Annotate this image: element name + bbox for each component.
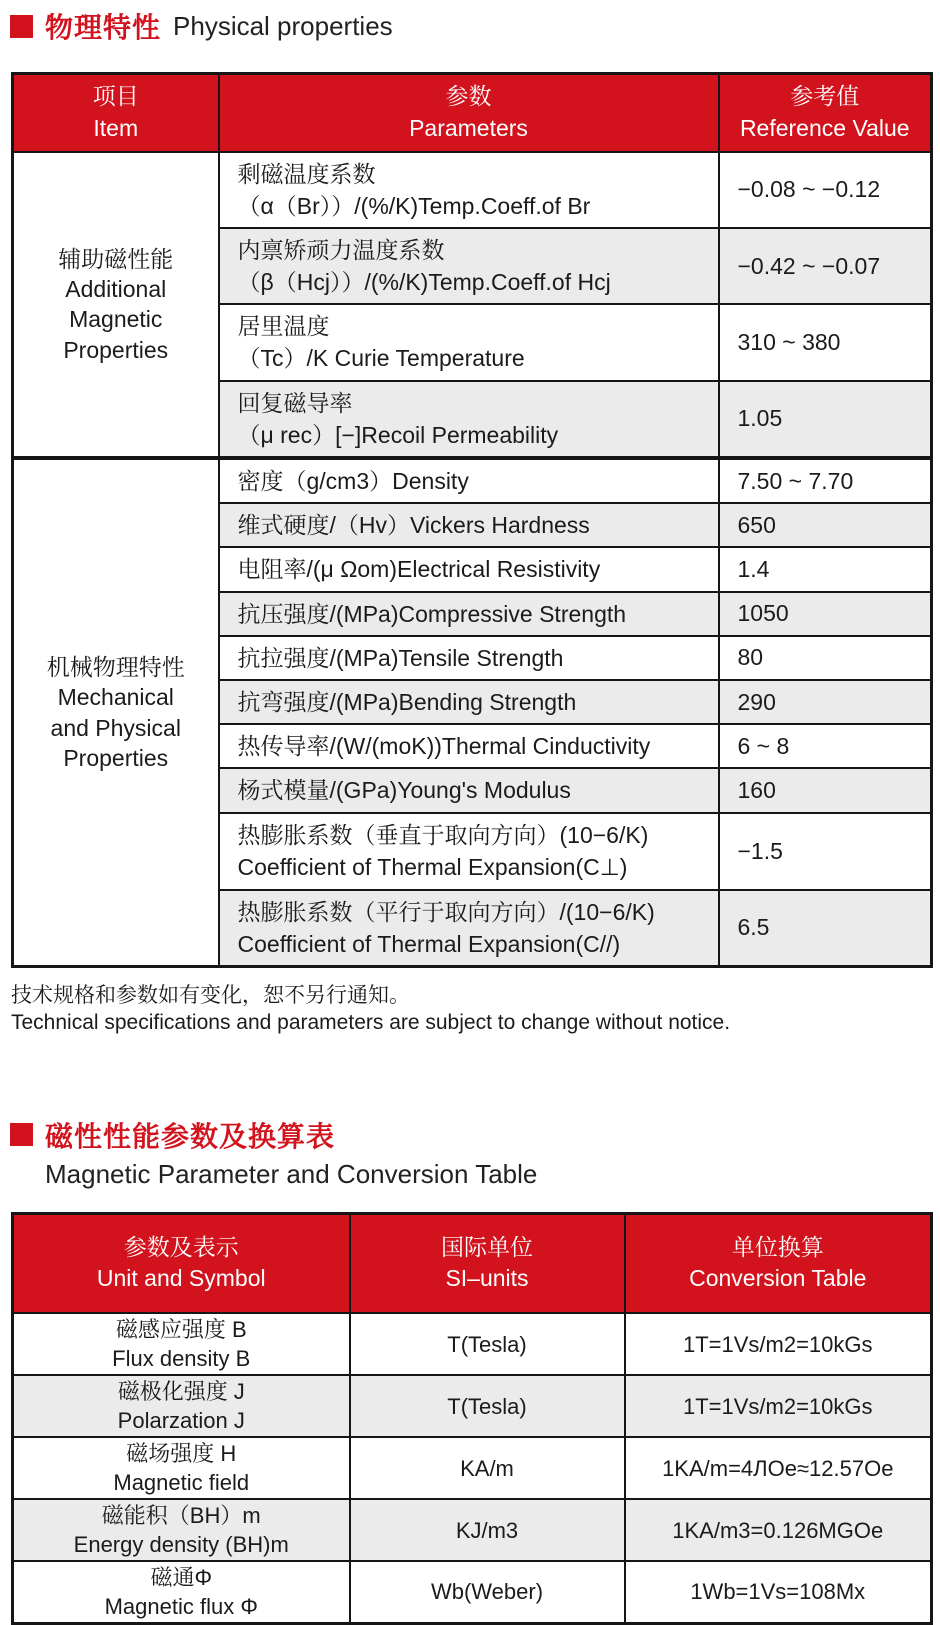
conv-cell: 1KA/m=4ЛOe≈12.57Oe [625,1437,932,1499]
col-header-item [13,74,219,152]
disclaimer-note [11,982,940,1037]
title-en: Physical properties [173,10,393,41]
item-group-mechanical: 机械物理特性 Mechanical and Physical Properties [13,458,219,967]
col-header-conversion: 单位换算 Conversion Table [625,1213,932,1313]
col-header-param-en: Parameters [409,114,528,141]
param-cell: 热膨胀系数（平行于取向方向）/(10−6/K) Coefficient of Thermal Expansion(C//) [219,890,719,967]
si-cell: T(Tesla) [350,1375,625,1437]
unit-cell: 磁极化强度 J Polarzation J [13,1375,350,1437]
header-row [13,74,932,152]
param-cell: 热传导率/(W/(moK))Thermal Cinductivity [219,724,719,768]
conv-cell: 1Wb=1Vs=108Mx [625,1561,932,1623]
unit-cell: 磁通Φ Magnetic flux Φ [13,1561,350,1623]
value-cell: 650 [719,503,932,547]
param-cell: 回复磁导率 （μ rec）[−]Recoil Permeability [219,381,719,458]
conv-cell: 1KA/m3=0.126MGOe [625,1499,932,1561]
si-cell: KA/m [350,1437,625,1499]
param-cell: 剩磁温度系数 （α（Br））/(%/K)Temp.Coeff.of Br [219,152,719,228]
value-cell: 1.05 [719,381,932,458]
value-cell: −0.42 ~ −0.07 [719,228,932,304]
col-header-ref-en: Reference Value [739,114,910,141]
si-cell: KJ/m3 [350,1499,625,1561]
value-cell: −0.08 ~ −0.12 [719,152,932,228]
conv-cell: 1T=1Vs/m2=10kGs [625,1313,932,1375]
header-row [13,1213,932,1313]
value-cell: 1050 [719,592,932,636]
value-cell: 6 ~ 8 [719,724,932,768]
red-square-icon [10,1123,33,1146]
value-cell: 1.4 [719,547,932,591]
disclaimer-zh: 技术规格和参数如有变化，恕不另行通知。 [11,984,410,1007]
conv-cell: 1T=1Vs/m2=10kGs [625,1375,932,1437]
red-square-icon [10,15,33,38]
disclaimer-en: Technical specifications and parameters are subject to change without notice. [11,1011,731,1035]
unit-cell: 磁能积（BH）m Energy density (BH)m [13,1499,350,1561]
param-cell: 电阻率/(μ Ωom)Electrical Resistivity [219,547,719,591]
table-row [13,458,932,503]
col-header-unit-symbol: 参数及表示 Unit and Symbol [13,1213,350,1313]
title-en: Magnetic Parameter and Conversion Table [45,1158,538,1189]
param-cell: 抗拉强度/(MPa)Tensile Strength [219,636,719,680]
value-cell: 80 [719,636,932,680]
table-row [13,1313,932,1375]
param-cell: 杨式模量/(GPa)Young's Modulus [219,768,719,812]
param-cell: 居里温度 （Tc）/K Curie Temperature [219,304,719,380]
table-row [13,152,932,228]
unit-cell: 磁场强度 H Magnetic field [13,1437,350,1499]
value-cell: 290 [719,680,932,724]
col-header-param-zh: 参数 [445,83,492,110]
si-cell: Wb(Weber) [350,1561,625,1623]
value-cell: 160 [719,768,932,812]
si-cell: T(Tesla) [350,1313,625,1375]
col-header-item-en: Item [93,114,139,141]
value-cell: 7.50 ~ 7.70 [719,458,932,503]
col-header-parameters [219,74,719,152]
conversion-table [11,1212,933,1625]
col-header-ref-zh: 参考值 [790,83,860,110]
param-cell: 抗压强度/(MPa)Compressive Strength [219,592,719,636]
col-header-item-zh: 项目 [92,83,139,110]
param-cell: 内禀矫顽力温度系数 （β（Hcj））/(%/K)Temp.Coeff.of Hcj [219,228,719,304]
param-cell: 抗弯强度/(MPa)Bending Strength [219,680,719,724]
conversion-title [0,1115,940,1190]
param-cell: 维式硬度/（Hv）Vickers Hardness [219,503,719,547]
table-row [13,1499,932,1561]
param-cell: 热膨胀系数（垂直于取向方向）(10−6/K) Coefficient of Thermal Expansion(C⊥) [219,813,719,890]
param-cell: 密度（g/cm3）Density [219,458,719,503]
title-zh: 物理特性 [45,12,162,43]
value-cell: −1.5 [719,813,932,890]
col-header-reference [719,74,932,152]
item-group-additional: 辅助磁性能 Additional Magnetic Properties [13,152,219,459]
table-row [13,1437,932,1499]
table-row [13,1375,932,1437]
title-zh: 磁性性能参数及换算表 [45,1120,336,1152]
physical-properties-title [0,6,940,46]
value-cell: 310 ~ 380 [719,304,932,380]
table-row [13,1561,932,1623]
value-cell: 6.5 [719,890,932,967]
physical-properties-table [11,72,933,968]
col-header-si-units: 国际单位 SI–units [350,1213,625,1313]
datasheet-page [0,6,940,1617]
unit-cell: 磁感应强度 B Flux density B [13,1313,350,1375]
